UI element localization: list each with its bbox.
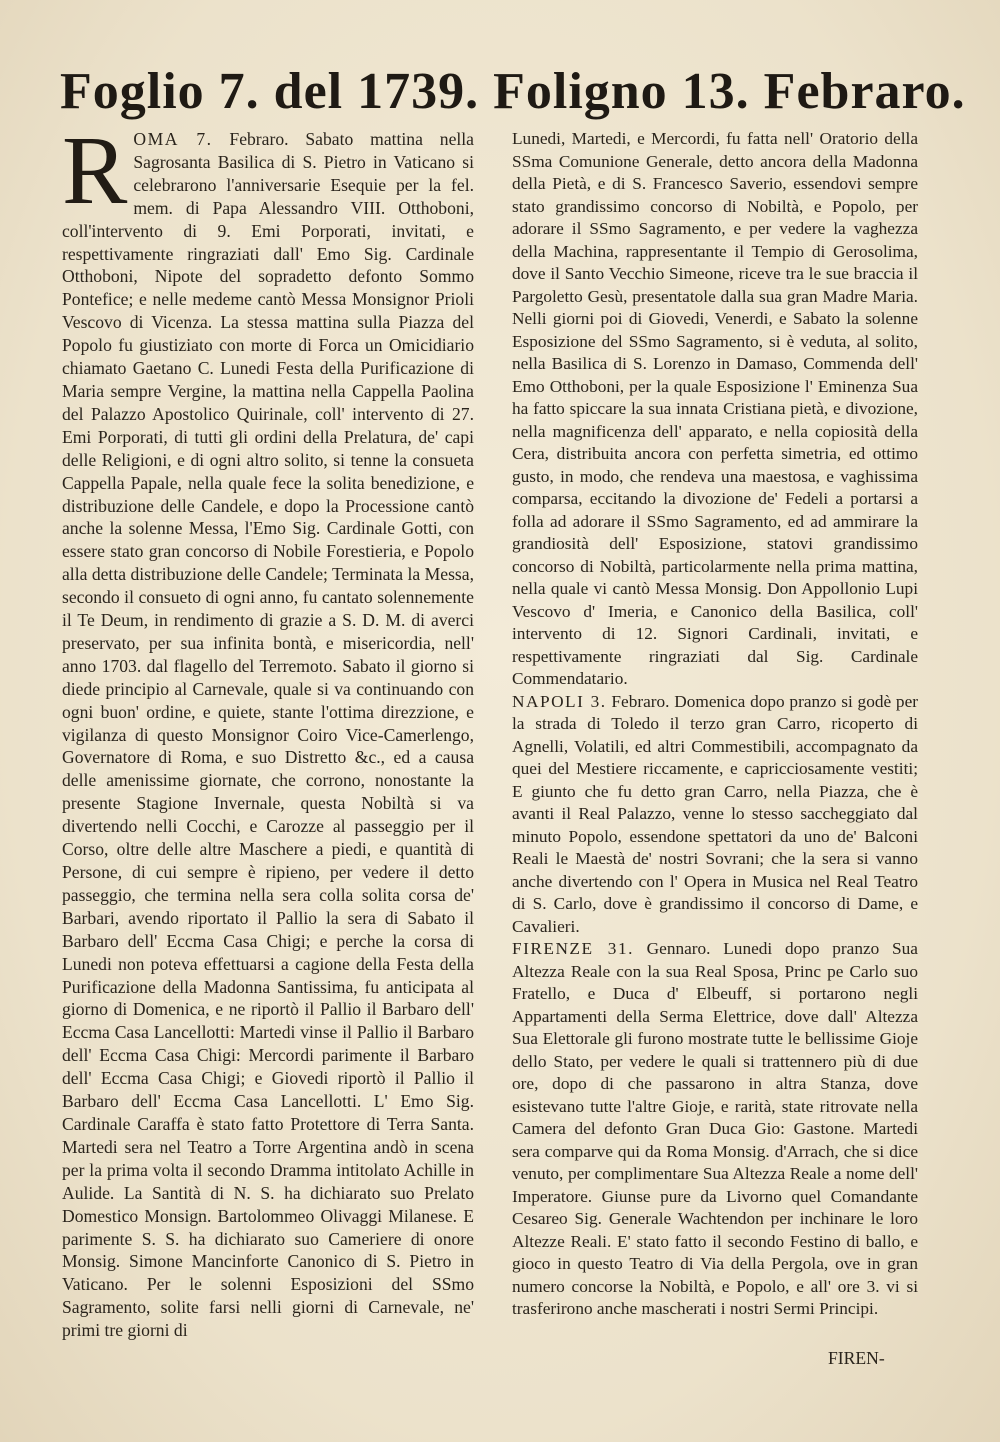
firenze-dispatch (512, 938, 918, 1321)
firenze-text: Gennaro. Lunedi dopo pranzo Sua Altezza Reale con la sua Real Sposa, Princ pe Carlo suo Fratello, e Duca d' Elbeuff, si portarono negli Appartamenti della Serma Elettrice, dove dall' Altezza Sua Elettorale gli furono mostrate tutte le bellissime Gioje dello Stato, per vedere le quali si trattennero più di due ore, dopo di che passarono in altra Stanza, dove esistevano tutte l'altre Gioje, e rarità, state ritrovate nella Camera del defonto Gran Duca Gio: Gastone. Martedi sera comparve qui da Roma Monsig. d'Arrach, che si dice venuto, per complimentare Sua Altezza Reale a nome dell' Imperatore. Giunse pure da Livorno quel Comandante Cesareo Sig. Generale Wachtendon per inchinare le loro Altezze Reali. E' stato fatto il secondo Festino di ballo, e gioco in questo Teatro di Via della Pergola, ove in gran numero concorse la Nobiltà, e Popolo, e all' ore 3. vi si trasferirono anche mascherati i nostri Sermi Principi. (512, 939, 918, 1318)
firenze-dateline: FIRENZE 31. (512, 939, 634, 958)
napoli-dateline: NAPOLI 3. (512, 691, 607, 711)
right-column (512, 128, 918, 1321)
roma-text: Febraro. Sabato mattina nella Sagrosanta Basilica di S. Pietro in Vaticano si celebrarono l'anniversarie Esequie per la fel. mem. di Papa Alessandro VIII. Otthoboni, coll'intervento di 9. Emi Porporati, invitati, e respettivamente ringraziati dall' Emo Sig. Cardinale Otthoboni, Nipote del sopradetto defonto Sommo Pontefice; e nelle medeme cantò Messa Monsignor Prioli Vescovo di Vicenza. La stessa mattina sulla Piazza del Popolo fu giustiziato con morte di Forca un Omicidiario chiamato Gaetano C. Lunedi Festa della Purificazione di Maria sempre Vergine, la mattina nella Cappella Paolina del Palazzo Apostolico Quirinale, coll' intervento di 27. Emi Porporati, di tutti gli ordini della Prelatura, de' capi delle Religioni, e di ogni altro solito, si tenne la consueta Cappella Papale, nella quale fece la solita benedizione, e distribuzione delle Candele, e dopo la Processione cantò anche la solenne Messa, l'Emo Sig. Cardinale Gotti, con essere stato gran concorso di Nobile Forestieria, e Popolo alla detta distribuzione delle Candele; Terminata la Messa, secondo il consueto di ogni anno, fu cantato solennemente il Te Deum, in rendimento di grazie a S. D. M. di averci preservato, per sua infinita bontà, e misericordia, nell' anno 1703. dal flagello del Terremoto. Sabato il giorno si diede principio al Carnevale, quale si va continuando con ogni buon' ordine, e quiete, stante l'ottima direzzione, e vigilanza di questo Monsignor Coiro Vice-Camerlengo, Governatore di Roma, e suo Distretto &c., ed a causa delle amenissime giornate, che corrono, nonostante la presente Stagione Invernale, questa Nobiltà si va divertendo nelli Cocchi, e Carozze al passeggio per il Corso, oltre delle altre Maschere a piedi, e quantità di Persone, di cui sempre è ripieno, per vedere il detto passeggio, che termina nella sera colla solita corsa de' Barbari, avendo riportato il Pallio la sera di Sabato il Barbaro dell' Eccma Casa Chigi; e perche la corsa di Lunedi non poteva effettuarsi a cagione della Festa della Purificazione della Madonna Santissima, fu anticipata al giorno di Domenica, e ne riportò il Pallio il Barbaro dell' Eccma Casa Lancellotti: Martedi vinse il Pallio il Barbaro dell' Eccma Casa Chigi: Mercordi parimente il Barbaro dell' Eccma Casa Chigi; e Giovedi riportò il Pallio il Barbaro dell' Eccma Casa Lancellotti. L' Emo Sig. Cardinale Caraffa è stato fatto Protettore di Terra Santa. Martedi sera nel Teatro a Torre Argentina andò in scena per la prima volta il secondo Dramma intitolato Achille in Aulide. La Santità di N. S. ha dichiarato suo Prelato Domestico Monsign. Bartolommeo Olivaggi Milanese. E parimente S. S. ha dichiarato suo Cameriere di onore Monsig. Simone Mancinforte Canonico di S. Pietro in Vaticano. Per le solenni Esposizioni del SSmo Sagramento, solite farsi nelli giorni di Carnevale, ne' primi tre giorni di (62, 129, 474, 1341)
masthead-title: Foglio 7. del 1739. Foligno 13. Febraro. (60, 63, 966, 120)
drop-cap: R (62, 117, 128, 225)
roma-dispatch-continued: Lunedi, Martedi, e Mercordi, fu fatta nell' Oratorio della SSma Comunione Generale, detto ancora della Madonna della Pietà, e di S. Francesco Saverio, essendovi sempre stato grandissimo concorso di Nobiltà, e Popolo, per adorare il SSmo Sagramento, e per vedere la vaghezza della Machina, rappresentante il Tempio di Gerosolima, dove il Santo Vecchio Simeone, riceve tra le sue braccia il Pargoletto Gesù, presentatole dalla sua gran Madre Maria. Nelli giorni poi di Giovedi, Venerdi, e Sabato la solenne Esposizione del SSmo Sagramento, si è veduta, al solito, nella Basilica di S. Lorenzo in Damaso, Commenda dell' Emo Otthoboni, per la quale Esposizione l' Eminenza Sua ha fatto spiccare la sua innata Cristiana pietà, e divozione, nella magnificenza dell' apparato, e nella copiosità della Cera, distribuita ancora con perfetta simetria, ed ottimo gusto, in modo, che rendeva una maestosa, e vaghissima comparsa, eccitando la divozione de' Fedeli a portarsi a folla ad adorare il SSmo Sagramento, ed ad ammirare la grandiosità dell' Esposizione, statovi grandissimo concorso di Nobiltà, particolarmente nella prima mattina, nella quale vi cantò Messa Monsig. Don Appollonio Lupi Vescovo d' Imeria, e Canonico della Basilica, coll' intervento di 12. Signori Cardinali, invitati, e respettivamente ringraziati dal Sig. Cardinale Commendatario. (512, 129, 918, 688)
napoli-dispatch (512, 691, 918, 939)
left-column (62, 117, 474, 1342)
roma-dispatch (62, 117, 474, 1342)
roma-dateline: OMA 7. (133, 129, 213, 149)
catchword: FIREN- (828, 1348, 885, 1368)
napoli-text: Febraro. Domenica dopo pranzo si godè per la strada di Toledo il terzo gran Carro, ricoperto di Agnelli, Volatili, ed altri Commestibili, accompagnato da quei del Mestiere riccamente, e capricciosamente vestiti; E giunto che fu detto gran Carro, nella Piazza, che è avanti il Real Palazzo, venne lo stesso saccheggiato dal minuto Popolo, essendone spettatori da uno de' Balconi Reali le Maestà de' nostri Sovrani; che la sera si vanno anche divertendo con l' Opera in Musica nel Real Teatro di S. Carlo, dove è grandissimo il concorso di Dame, e Cavalieri. (512, 691, 918, 936)
